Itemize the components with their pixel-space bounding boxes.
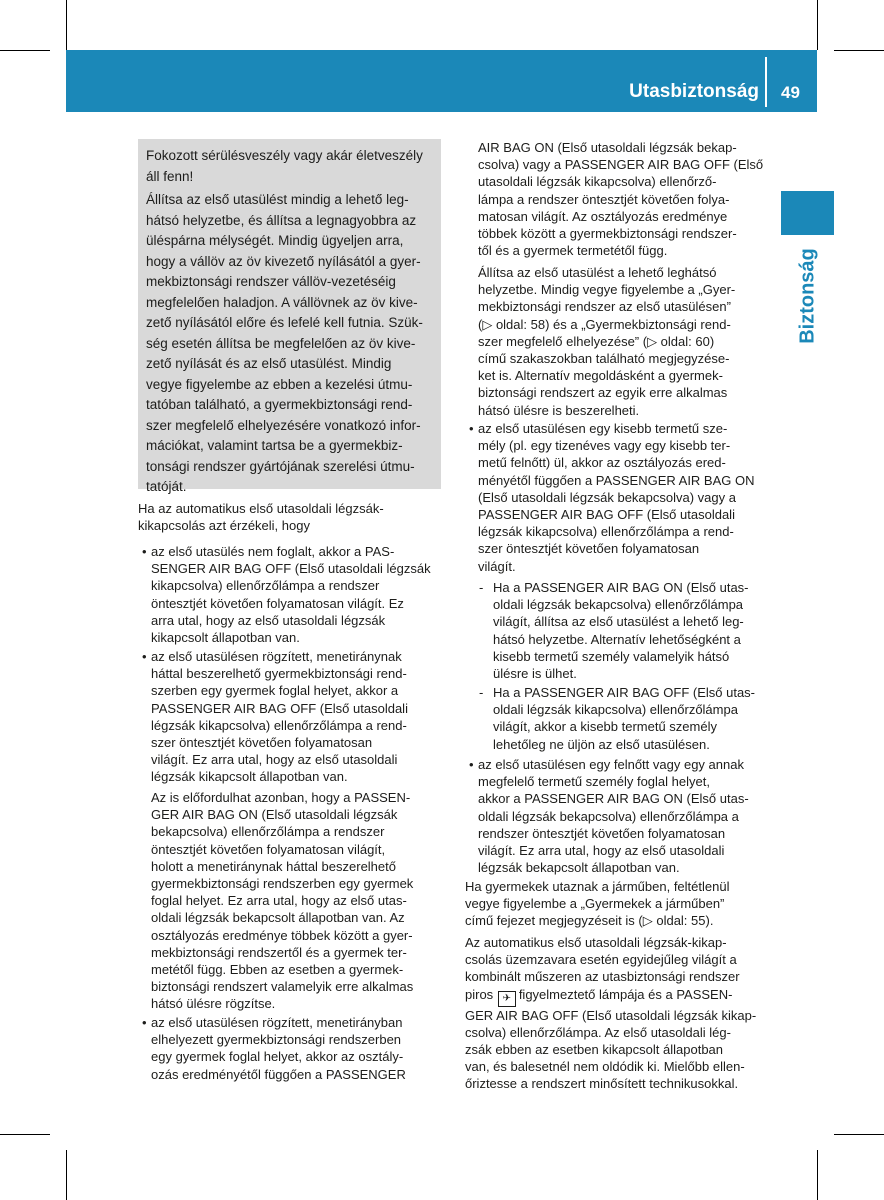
crop-mark bbox=[817, 1150, 818, 1200]
warning-heading: Fokozott sérülésveszély vagy akár életveszély áll fenn! bbox=[146, 148, 423, 184]
children-paragraph: Ha gyermekek utaznak a járműben, feltétlenül vegye figyelembe a „Gyermekek a járműben” című fejezet megjegyzéseit is (▷ oldal: 55). bbox=[465, 879, 730, 929]
page-title: Utasbiztonság bbox=[629, 81, 759, 102]
header-divider bbox=[765, 57, 767, 107]
sub-list-item-text: Ha a PASSENGER AIR BAG OFF (Első utas- oldali légzsák kikapcsolva) ellenőrzőlámpa világít, akkor a kisebb termetű személy lehetőleg ne üljön az első utasülésen. bbox=[493, 685, 755, 752]
dash-icon: - bbox=[479, 580, 484, 595]
list-item-text: az első utasülésen rögzített, menetiránynak háttal beszerelhető gyermekbiztonsági rend- szerben egy gyermek foglal helyet, akkor a PASSENGER AIR BAG OFF (Első utasoldali légzsák kikapcsolva) ellenőrzőlámpa a rend- szer öntesztjét követően folyamatosan világít. Ez arra utal, hogy az első utasoldali légzsák kikapcsolt állapotban van. bbox=[151, 649, 408, 785]
malfunction-text-start: Az automatikus első utasoldali légzsák-kikap- csolás üzemzavara esetén egyidejűleg világít a kombinált műszeren az utasbiztonsági rendszer piros bbox=[465, 935, 740, 1002]
crop-mark bbox=[0, 50, 50, 51]
list-item-text: az első utasülésen egy felnőtt vagy egy annak megfelelő termetű személy foglal helyet, akkor a PASSENGER AIR BAG ON (Első utas- oldali légzsák bekapcsolva) ellenőrzőlámpa a rendszer öntesztjét követően folyamatosan világít. Ez arra utal, hogy az első utasoldali légzsák bekapcsolt állapotban van. bbox=[478, 757, 749, 876]
page-number: 49 bbox=[781, 83, 800, 102]
crop-mark bbox=[834, 1134, 884, 1135]
list-item-text: az első utasülés nem foglalt, akkor a PAS- SENGER AIR BAG OFF (Első utasoldali légzsák kikapcsolva) ellenőrzőlámpa a rendszer öntesztjét követően folyamatosan világít. Ez arra utal, hogy az első utasoldali légzsák kikapcsolt állapotban van. bbox=[151, 544, 431, 646]
list-item-continuation: Az is előfordulhat azonban, hogy a PASSEN- GER AIR BAG ON (Első utasoldali légzsák bekapcsolva) ellenőrzőlámpa a rendszer öntesztjét követően folyamatosan világít, holott a menetiránynak háttal beszerelhető gyermekbiztonsági rendszerben egy gyermek foglal helyet. Ez arra utal, hogy az első utas- oldali légzsák bekapcsolt állapotban van. Az osztályozás eredménye többek között a gyer- mekbiztonsági rendszertől és a gyermek ter- metétől függ. Ebben az esetben a gyermek- biztonsági rendszert valamelyik erre alkalmas hátsó ülésre rögzítse. bbox=[151, 790, 414, 1012]
section-tab bbox=[781, 191, 834, 235]
bullet-icon: • bbox=[142, 544, 147, 559]
bullet-icon: • bbox=[469, 421, 474, 436]
crop-mark bbox=[66, 0, 67, 50]
list-item-text: az első utasülésen egy kisebb termetű sze- mély (pl. egy tizenéves vagy egy kisebb ter- metű felnőtt) ül, akkor az osztályozás ered- ményétől függően a PASSENGER AIR BAG ON (Első utasoldali légzsák bekapcsolva) vagy a PASSENGER AIR BAG OFF (Első utasoldali légzsák kikapcsolva) ellenőrzőlámpa a rend- szer öntesztjét követően folyamatosan világít. bbox=[478, 421, 755, 574]
list-item-text: az első utasülésen rögzített, menetirányban elhelyezett gyermekbiztonsági rendszerben egy gyermek foglal helyet, akkor az osztály- ozás eredményétől függően a PASSENGER bbox=[151, 1015, 406, 1082]
warning-text: Állítsa az első utasülést mindig a lehető leg- hátsó helyzetbe, és állítsa a legnagyobbra az üléspárna mélységét. Mindig ügyeljen arra, hogy a vállöv az öv kivezető nyílásától a gyer- mekbiztonsági rendszer vállöv-vezetéséig megfelelően haladjon. A vállövnek az öv kive- zető nyílásától előre és lefelé kell futnia. Szük- ség esetén állítsa be megfelelően az öv kive- zető nyílását és az első utasülést. Mindig vegye figyelembe az ebben a kezelési útmu- tatóban található, a gyermekbiztonsági rend- szer megfelelő elhelyezésére vonatkozó infor- mációkat, valamint tartsa be a gyermekbiz- tonsági rendszer gyártójának szerelési útmu- tatóját. bbox=[146, 192, 423, 494]
malfunction-text-end: figyelmeztető lámpája és a PASSEN- GER AIR BAG OFF (Első utasoldali légzsák kikap- csolva) ellenőrzőlámpa. Az első utasoldali lég- zsák ebben az esetben kikapcsolt állapotban van, és balesetnél nem oldódik ki. Mielőbb ellen- őriztesse a rendszert minősített technikusokkal. bbox=[465, 986, 757, 1092]
dash-icon: - bbox=[479, 685, 484, 700]
crop-mark bbox=[66, 1150, 67, 1200]
crop-mark bbox=[834, 50, 884, 51]
bullet-icon: • bbox=[142, 649, 147, 664]
malfunction-paragraph bbox=[465, 934, 769, 1093]
sub-list-item-text: Ha a PASSENGER AIR BAG ON (Első utas- oldali légzsák bekapcsolva) ellenőrzőlámpa világít, állítsa az első utasülést a lehető leg- hátsó helyzetbe. Alternatív lehetőségként a kisebb termetű személy valamelyik hátsó ülésre is ülhet. bbox=[493, 580, 749, 682]
list-item-continuation: AIR BAG ON (Első utasoldali légzsák bekap- csolva) vagy a PASSENGER AIR BAG OFF (Első utasoldali légzsák kikapcsolva) ellenőrző- lámpa a rendszer öntesztjét követően folya- matosan világít. Az osztályozás eredménye többek között a gyermekbiztonsági rendszer- től és a gyermek termetétől függ. bbox=[478, 140, 764, 259]
bullet-icon: • bbox=[142, 1015, 147, 1030]
intro-paragraph: Ha az automatikus első utasoldali légzsák- kikapcsolás azt érzékeli, hogy bbox=[138, 501, 384, 534]
list-item-continuation: Állítsa az első utasülést a lehető leghátsó helyzetbe. Mindig vegye figyelembe a „Gyer- mekbiztonsági rendszer az első utasülésen” (▷ oldal: 58) és a „Gyermekbiztonsági rend- szer megfelelő elhelyezése” (▷ oldal: 60) című szakaszokban található megjegyzése- ket is. Alternatív megoldásként a gyermek- biztonsági rendszert az egyik erre alkalmas hátsó ülésre is beszerelheti. bbox=[478, 265, 736, 418]
section-label: Biztonság bbox=[796, 248, 819, 344]
crop-mark bbox=[0, 1134, 50, 1135]
crop-mark bbox=[817, 0, 818, 50]
airbag-warning-icon: ✈ bbox=[498, 991, 516, 1007]
bullet-icon: • bbox=[469, 757, 474, 772]
